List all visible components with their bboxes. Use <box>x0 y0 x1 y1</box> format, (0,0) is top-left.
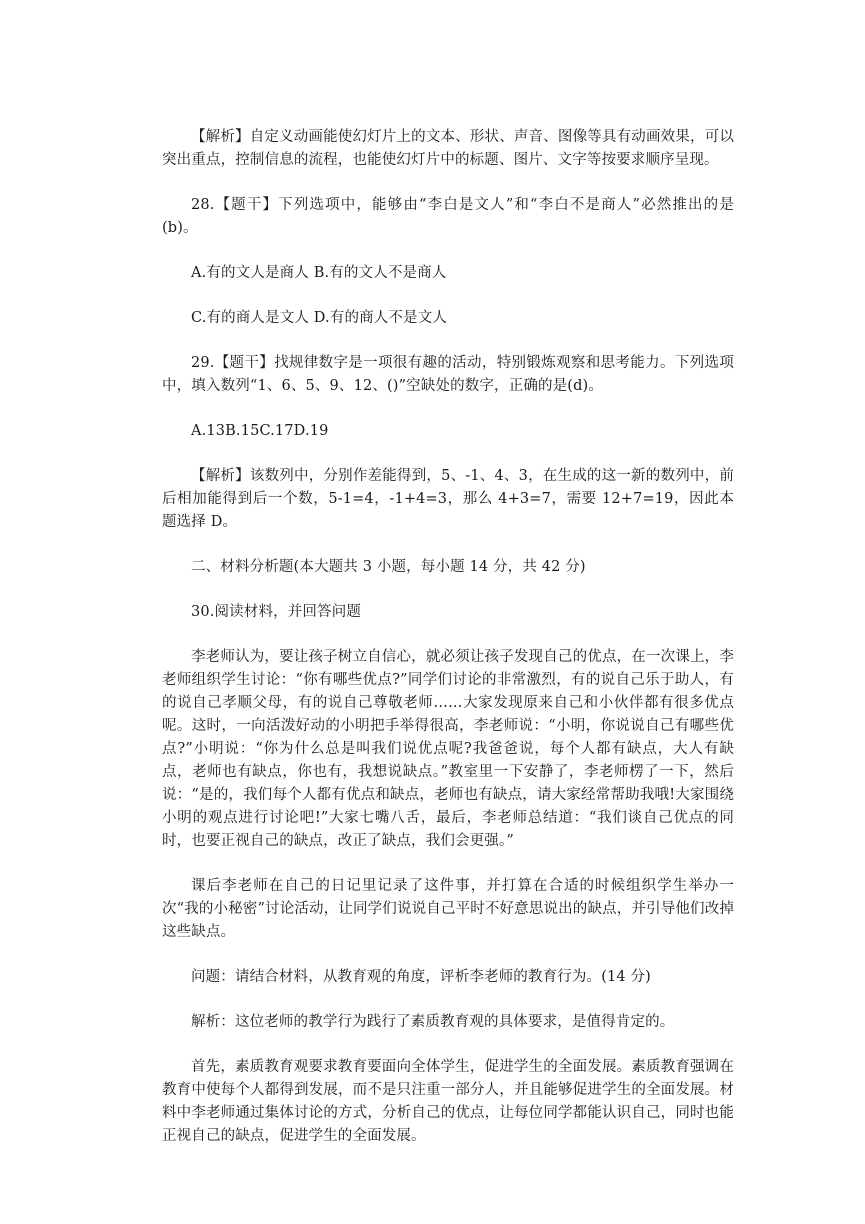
question-29-stem: 29.【题干】找规律数字是一项很有趣的活动，特别锻炼观察和思考能力。下列选项中，填入数列“1、6、5、9、12、()”空缺处的数字，正确的是(d)。 <box>162 355 734 394</box>
question-28-stem: 28.【题干】下列选项中，能够由“李白是文人”和“李白不是商人”必然推出的是(b)。 <box>162 197 734 236</box>
answer-point-1: 首先，素质教育观要求教育要面向全体学生，促进学生的全面发展。素质教育强调在教育中使每个人都得到发展，而不是只注重一部分人，并且能够促进学生的全面发展。材料中李老师通过集体讨论的方式，分析自己的优点，让每位同学都能认识自己，同时也能正视自己的缺点，促进学生的全面发展。 <box>162 1059 734 1144</box>
question-28-options-cd: C.有的商人是文人 D.有的商人不是文人 <box>191 310 448 326</box>
material-paragraph-1: 李老师认为，要让孩子树立自信心，就必须让孩子发现自己的优点，在一次课上，李老师组织学生讨论：“你有哪些优点?”同学们讨论的非常激烈，有的说自己乐于助人，有的说自己孝顺父母，有的说自己尊敬老师……大家发现原来自己和小伙伴都有很多优点呢。这时，一向活泼好动的小明把手举得很高，李老师说：“小明，你说说自己有哪些优点?”小明说：“你为什么总是叫我们说优点呢?我爸爸说，每个人都有缺点，大人有缺点，老师也有缺点，你也有，我想说缺点。”教室里一下安静了，李老师楞了一下，然后说：“是的，我们每个人都有优点和缺点，老师也有缺点，请大家经常帮助我哦!大家围绕小明的观点进行讨论吧!”大家七嘴八舌，最后，李老师总结道：“我们谈自己优点的同时，也要正视自己的缺点，改正了缺点，我们会更强。” <box>162 649 734 849</box>
answer-summary: 解析：这位老师的教学行为践行了素质教育观的具体要求，是值得肯定的。 <box>191 1014 675 1030</box>
question-29-analysis: 【解析】该数列中，分别作差能得到，5、-1、4、3，在生成的这一新的数列中，前后相加能得到后一个数，5-1=4，-1+4=3，那么 4+3=7，需要 12+7=19，因此本题选择 D。 <box>162 468 734 530</box>
question-30-instruction: 30.阅读材料，并回答问题 <box>191 604 362 620</box>
question-30-prompt: 问题：请结合材料，从教育观的角度，评析李老师的教育行为。(14 分) <box>191 969 651 985</box>
material-paragraph-2: 课后李老师在自己的日记里记录了这件事，并打算在合适的时候组织学生举办一次“我的小秘密”讨论活动，让同学们说说自己平时不好意思说出的缺点，并引导他们改掉这些缺点。 <box>162 878 734 940</box>
document-page <box>162 126 734 1170</box>
analysis-paragraph-animation: 【解析】自定义动画能使幻灯片上的文本、形状、声音、图像等具有动画效果，可以突出重点，控制信息的流程，也能使幻灯片中的标题、图片、文字等按要求顺序呈现。 <box>162 129 734 168</box>
question-29-options: A.13B.15C.17D.19 <box>191 423 329 439</box>
question-28-options-ab: A.有的文人是商人 B.有的文人不是商人 <box>191 265 447 281</box>
section-heading-material-analysis: 二、材料分析题(本大题共 3 小题，每小题 14 分，共 42 分) <box>191 559 586 575</box>
